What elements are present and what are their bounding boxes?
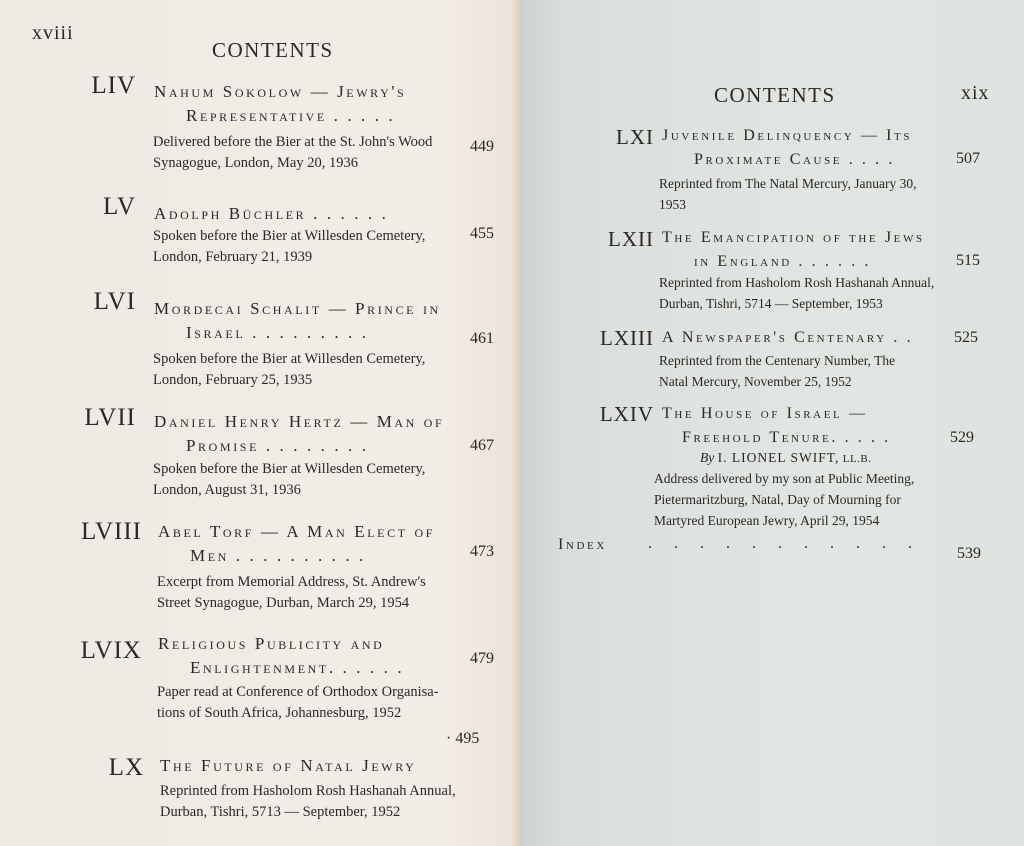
chapter-note-line1: Reprinted from Hasholom Rosh Hashanah Annual, <box>659 275 935 290</box>
chapter-title-line1: Abel Torf — A Man Elect of <box>158 522 436 541</box>
chapter-note <box>153 132 432 174</box>
chapter-note <box>157 572 426 614</box>
chapter-note-line1: Delivered before the Bier at the St. John's Wood <box>153 134 433 150</box>
chapter-note-line2: Street Synagogue, Durban, March 29, 1954 <box>157 595 410 611</box>
index-leader-dots: . . . . . . . . . . . <box>648 535 921 552</box>
chapter-title <box>662 124 912 172</box>
left-contents-heading: CONTENTS <box>212 38 334 62</box>
chapter-note-line1: Spoken before the Bier at Willesden Cemetery, <box>153 351 426 367</box>
chapter-note <box>153 459 425 501</box>
chapter-note-line1: Spoken before the Bier at Willesden Cemetery, <box>153 461 426 477</box>
chapter-note-line1: Address delivered by my son at Public Meeting, <box>654 471 915 486</box>
chapter-note-line2: tions of South Africa, Johannesburg, 1952 <box>157 705 402 721</box>
chapter-note-line2: Synagogue, London, May 20, 1936 <box>153 155 358 171</box>
chapter-note-line1: Reprinted from the Centenary Number, The <box>659 353 896 368</box>
chapter-title <box>154 410 444 458</box>
right-contents-heading: CONTENTS <box>714 83 836 107</box>
chapter-page-number <box>446 730 479 748</box>
chapter-title-line2: in England . . . . . . <box>694 253 872 270</box>
chapter-note <box>160 781 456 823</box>
chapter-note <box>157 682 439 724</box>
chapter-note-line2: Pietermaritzburg, Natal, Day of Mourning for <box>654 492 901 507</box>
chapter-page-number: 461 <box>470 330 494 347</box>
chapter-title-line2: Representative . . . . . <box>186 106 396 125</box>
chapter-note-line1: Reprinted from The Natal Mercury, January 30, <box>659 176 917 191</box>
chapter-title-line2: Proximate Cause . . . . <box>694 151 895 168</box>
author-name: I. LIONEL SWIFT, <box>717 450 840 465</box>
chapter-title-line2: Freehold Tenure. . . . . <box>682 429 891 446</box>
chapter-number: LXIV <box>599 402 654 426</box>
title-leader-dot: · <box>446 730 456 747</box>
chapter-title-line1: Nahum Sokolow — Jewry's <box>154 82 407 101</box>
chapter-note-line2: Natal Mercury, November 25, 1952 <box>659 374 852 389</box>
author-credentials: LL.B. <box>842 453 872 465</box>
right-folio: xix <box>961 82 990 104</box>
chapter-title-line1: Adolph Büchler . . . . . . <box>154 204 389 223</box>
chapter-note-line2: London, August 31, 1936 <box>153 482 301 498</box>
chapter-number: LVIII <box>80 518 142 545</box>
chapter-number: LV <box>102 193 136 220</box>
right-page <box>520 0 1024 846</box>
chapter-page-value: 495 <box>455 730 480 747</box>
chapter-note-line1: Reprinted from Hasholom Rosh Hashanah Annual, <box>160 783 456 799</box>
chapter-note-line1: Excerpt from Memorial Address, St. Andrew's <box>157 574 426 590</box>
chapter-page-number: 479 <box>470 650 494 667</box>
chapter-note <box>659 272 934 314</box>
chapter-title <box>662 326 913 350</box>
chapter-number: LXII <box>608 227 654 251</box>
chapter-title-line2: Promise . . . . . . . . <box>186 436 369 455</box>
chapter-title-line1: The Future of Natal Jewry <box>160 756 417 775</box>
chapter-number: LVII <box>84 404 136 431</box>
chapter-page-number: 467 <box>470 437 494 454</box>
chapter-note-line1: Spoken before the Bier at Willesden Cemetery, <box>153 228 426 244</box>
chapter-note-line2: London, February 21, 1939 <box>153 249 313 265</box>
chapter-page-number: 455 <box>470 225 494 242</box>
chapter-title <box>160 754 416 778</box>
chapter-page-number: 449 <box>470 138 494 155</box>
chapter-title-line1: Religious Publicity and <box>158 634 385 653</box>
left-folio: xviii <box>32 22 74 44</box>
chapter-number: LXIII <box>600 326 654 350</box>
chapter-title-line1: Mordecai Schalit — Prince in <box>154 299 441 318</box>
chapter-note-line3: Martyred European Jewry, April 29, 1954 <box>654 513 880 528</box>
chapter-note-line2: Durban, Tishri, 5714 — September, 1953 <box>659 296 883 311</box>
chapter-note <box>153 226 425 268</box>
chapter-page-number: 507 <box>956 150 980 167</box>
chapter-note <box>659 173 917 215</box>
chapter-number: LVI <box>93 288 136 315</box>
author-by: By <box>700 450 715 465</box>
chapter-number: LX <box>108 754 144 781</box>
chapter-title-line2: Enlightenment. . . . . . <box>190 658 405 677</box>
chapter-page-number: 529 <box>950 429 974 446</box>
chapter-title <box>158 632 404 680</box>
chapter-number: LVIX <box>80 637 142 664</box>
chapter-author <box>700 450 872 466</box>
chapter-title-line1: The Emancipation of the Jews <box>662 229 925 246</box>
chapter-title <box>154 202 388 226</box>
chapter-title-line1: A Newspaper's Centenary . . <box>662 329 914 346</box>
index-page-number: 539 <box>957 545 981 562</box>
chapter-title-line1: Juvenile Delinquency — Its <box>662 127 913 144</box>
chapter-title <box>154 80 406 128</box>
chapter-page-number: 473 <box>470 543 494 560</box>
chapter-note <box>153 349 425 391</box>
index-label: Index <box>558 536 607 553</box>
chapter-title <box>158 520 435 568</box>
chapter-number: LIV <box>91 72 136 99</box>
chapter-note <box>654 468 914 531</box>
chapter-title-line2: Men . . . . . . . . . . <box>190 546 366 565</box>
chapter-title-line2: Israel . . . . . . . . . <box>186 323 369 342</box>
chapter-note-line2: London, February 25, 1935 <box>153 372 313 388</box>
chapter-page-number: 525 <box>954 329 978 346</box>
chapter-title <box>662 226 925 274</box>
chapter-note-line2: 1953 <box>659 197 686 212</box>
chapter-page-number: 515 <box>956 252 980 269</box>
chapter-title-line1: The House of Israel — <box>662 405 868 422</box>
chapter-note-line2: Durban, Tishri, 5713 — September, 1952 <box>160 804 401 820</box>
chapter-title <box>662 402 891 450</box>
chapter-title-line1: Daniel Henry Hertz — Man of <box>154 412 445 431</box>
chapter-title <box>154 297 441 345</box>
chapter-note-line1: Paper read at Conference of Orthodox Organisa- <box>157 684 439 700</box>
chapter-note <box>659 350 895 392</box>
chapter-number: LXI <box>616 125 654 149</box>
